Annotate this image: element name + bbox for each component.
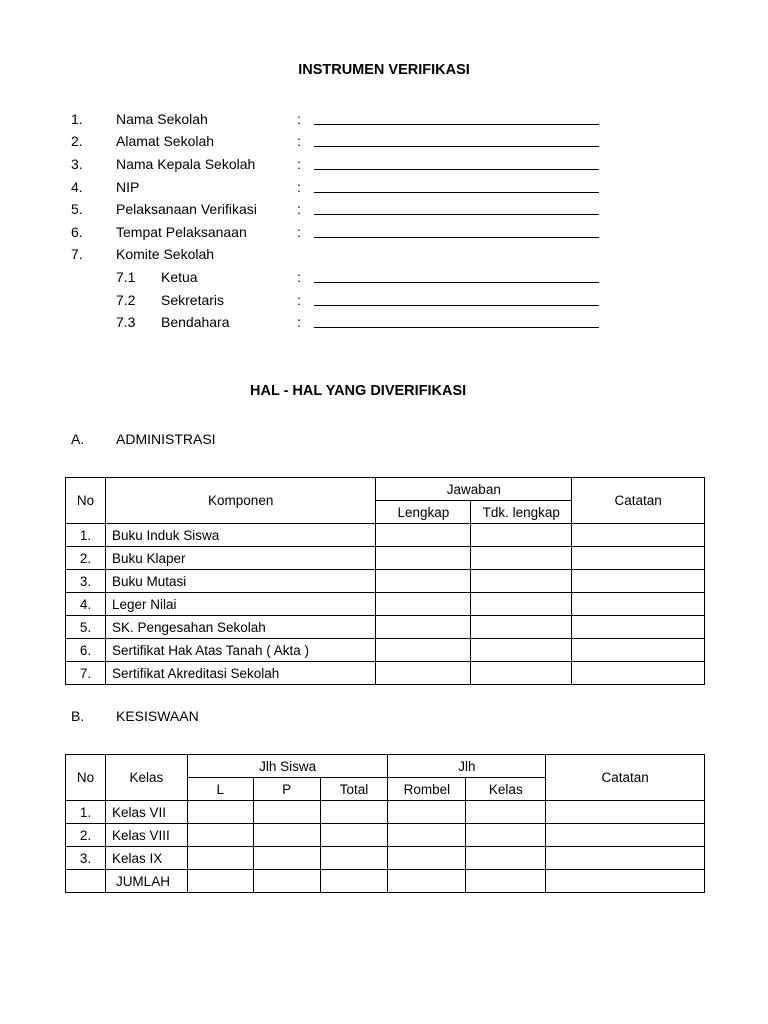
cell-tdk-lengkap[interactable] [471,639,572,662]
cell-lengkap[interactable] [376,662,471,685]
colon: : [297,179,301,195]
table-row [66,570,705,593]
cell-tdk-lengkap[interactable] [471,593,572,616]
colon: : [297,224,301,240]
cell-rombel[interactable] [388,801,466,824]
kesiswaan-table [65,754,705,893]
row-jumlah: JUMLAH [105,870,187,893]
cell-lengkap[interactable] [376,524,471,547]
row-item: Buku Mutasi [105,570,376,593]
identity-no: 5. [71,201,83,217]
header-jawaban: Jawaban [376,478,572,501]
cell-total[interactable] [320,824,388,847]
header-jlh-siswa: Jlh Siswa [187,755,388,778]
cell-p[interactable] [253,870,320,893]
row-item: Leger Nilai [105,593,376,616]
cell-rombel[interactable] [388,870,466,893]
identity-no: 4. [71,179,83,195]
row-item: SK. Pengesahan Sekolah [105,616,376,639]
header-total: Total [320,778,388,801]
administrasi-table [65,477,705,685]
identity-label: Alamat Sekolah [116,133,215,149]
cell-tdk-lengkap[interactable] [471,616,572,639]
colon: : [297,133,301,149]
identity-label: Pelaksanaan Verifikasi [116,201,257,217]
cell-tdk-lengkap[interactable] [471,547,572,570]
fill-line[interactable] [314,327,599,328]
fill-line[interactable] [314,305,599,306]
row-no: 6. [66,639,106,662]
fill-line[interactable] [314,192,599,193]
table-row [66,801,705,824]
row-item: Sertifikat Akreditasi Sekolah [105,662,376,685]
row-kelas: Kelas VIII [105,824,187,847]
cell-rombel[interactable] [388,847,466,870]
cell-catatan[interactable] [546,824,705,847]
cell-kelas[interactable] [466,801,546,824]
header-tdk-lengkap: Tdk. lengkap [471,501,572,524]
cell-p[interactable] [253,847,320,870]
row-no: 5. [66,616,106,639]
table-row [66,593,705,616]
row-no: 1. [66,524,106,547]
komite-no: 7.2 [116,292,136,308]
table-row-jumlah [66,870,705,893]
fill-line[interactable] [314,124,599,125]
row-item: Buku Klaper [105,547,376,570]
header-no: No [66,755,106,801]
cell-l[interactable] [187,801,253,824]
colon: : [297,292,301,308]
cell-catatan[interactable] [572,593,705,616]
header-catatan: Catatan [546,755,705,801]
fill-line[interactable] [314,282,599,283]
cell-l[interactable] [187,870,253,893]
identity-no: 6. [71,224,83,240]
identity-no: 2. [71,133,83,149]
fill-line[interactable] [314,146,599,147]
cell-catatan[interactable] [572,639,705,662]
row-no: 7. [66,662,106,685]
section-a-name: ADMINISTRASI [116,431,216,447]
cell-tdk-lengkap[interactable] [471,524,572,547]
row-no: 1. [66,801,106,824]
document-title: INSTRUMEN VERIFIKASI [298,62,470,78]
table-row [66,547,705,570]
section-b-name: KESISWAAN [116,708,199,724]
colon: : [297,314,301,330]
row-no: 2. [66,547,106,570]
table-row [66,639,705,662]
identity-no: 7. [71,246,83,262]
table-row [66,616,705,639]
row-no: 2. [66,824,106,847]
cell-catatan[interactable] [572,524,705,547]
header-lengkap: Lengkap [376,501,471,524]
cell-kelas[interactable] [466,870,546,893]
cell-total[interactable] [320,870,388,893]
cell-catatan[interactable] [546,847,705,870]
cell-l[interactable] [187,847,253,870]
row-kelas: Kelas VII [105,801,187,824]
row-no: 4. [66,593,106,616]
identity-label: Nama Kepala Sekolah [116,156,256,172]
row-no: 3. [66,570,106,593]
section-a-letter: A. [71,431,85,447]
section-b-letter: B. [71,708,85,724]
header-p: P [253,778,320,801]
cell-p[interactable] [253,801,320,824]
section-title: HAL - HAL YANG DIVERIFIKASI [250,383,467,399]
cell-kelas[interactable] [466,847,546,870]
colon: : [297,111,301,127]
cell-catatan[interactable] [572,547,705,570]
cell-total[interactable] [320,801,388,824]
cell-rombel[interactable] [388,824,466,847]
komite-no: 7.1 [116,269,136,285]
header-catatan: Catatan [572,478,705,524]
cell-kelas[interactable] [466,824,546,847]
colon: : [297,269,301,285]
table-row [66,847,705,870]
cell-lengkap[interactable] [376,570,471,593]
cell-total[interactable] [320,847,388,870]
header-kelas: Kelas [105,755,187,801]
header-komponen: Komponen [105,478,376,524]
cell-catatan[interactable] [572,570,705,593]
cell-catatan[interactable] [572,662,705,685]
identity-label: Komite Sekolah [116,246,215,262]
identity-no: 1. [71,111,83,127]
identity-no: 3. [71,156,83,172]
table-row [66,824,705,847]
fill-line[interactable] [314,237,599,238]
header-jlh: Jlh [388,755,546,778]
table-row [66,662,705,685]
row-no: 3. [66,847,106,870]
komite-label: Bendahara [161,314,230,330]
cell-tdk-lengkap[interactable] [471,662,572,685]
cell-l[interactable] [187,824,253,847]
identity-label: Nama Sekolah [116,111,208,127]
header-kelas-count: Kelas [466,778,546,801]
komite-label: Sekretaris [161,292,225,308]
header-no: No [66,478,106,524]
colon: : [297,156,301,172]
cell-lengkap[interactable] [376,616,471,639]
komite-no: 7.3 [116,314,136,330]
row-no [66,870,106,893]
cell-tdk-lengkap[interactable] [471,570,572,593]
cell-catatan[interactable] [546,801,705,824]
komite-label: Ketua [161,269,198,285]
cell-catatan[interactable] [572,616,705,639]
row-kelas: Kelas IX [105,847,187,870]
cell-lengkap[interactable] [376,593,471,616]
identity-label: Tempat Pelaksanaan [116,224,247,240]
cell-p[interactable] [253,824,320,847]
identity-label: NIP [116,179,140,195]
table-row [66,524,705,547]
fill-line[interactable] [314,169,599,170]
row-item: Sertifikat Hak Atas Tanah ( Akta ) [105,639,376,662]
cell-lengkap[interactable] [376,639,471,662]
cell-lengkap[interactable] [376,547,471,570]
header-l: L [187,778,253,801]
fill-line[interactable] [314,214,599,215]
cell-catatan[interactable] [546,870,705,893]
header-rombel: Rombel [388,778,466,801]
colon: : [297,201,301,217]
row-item: Buku Induk Siswa [105,524,376,547]
